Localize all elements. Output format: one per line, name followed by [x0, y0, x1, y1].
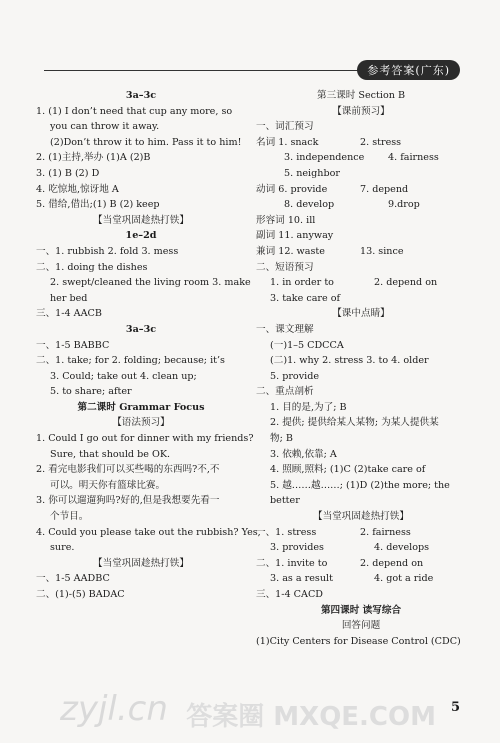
right-col-line-b: 4. fairness [388, 152, 439, 164]
right-col-line-a: 名词 1. snack [256, 136, 319, 148]
right-col-line: 4. 照顾,照料; (1)C (2)take care of [270, 464, 426, 476]
left-col-line: 二、1. take; for 2. folding; because; it’s [36, 355, 225, 367]
left-col-line: 三、1-4 AACB [36, 308, 102, 320]
right-col-line: 形容词 10. ill [256, 214, 316, 226]
left-col-line: 可以。明天你有篮球比赛。 [50, 479, 166, 491]
left-col-line: 二、1. doing the dishes [36, 261, 148, 273]
watermark-right: 答案圈 MXQE.COM [186, 702, 436, 732]
left-col-line: Sure, that should be OK. [50, 448, 171, 460]
left-col-line: sure. [50, 542, 75, 554]
right-col-line-a: 二、1. invite to [256, 557, 328, 569]
right-col-line-b: 13. since [360, 245, 404, 257]
left-col-line: 一、1-5 BABBC [36, 339, 110, 351]
left-col-line: 3. 你可以遛遛狗吗?好的,但是我想要先看一 [36, 495, 220, 507]
right-col-line: 一、课文理解 [256, 323, 314, 335]
right-col-line: 二、短语预习 [256, 261, 314, 273]
left-col-line: 2. (1)主持,举办 (1)A (2)B [36, 152, 151, 164]
left-col-line: 5. 借给,借出;(1) B (2) keep [36, 199, 160, 211]
right-col-line [256, 525, 466, 541]
left-col-line: (2)Don’t throw it to him. Pass it to him! [50, 136, 242, 148]
right-col-line-a: 一、1. stress [256, 526, 317, 538]
left-col-line: 3. (1) B (2) D [36, 167, 100, 179]
right-col-line: 【当堂巩固趁热打铁】 [313, 511, 409, 523]
right-col-line: 5. 越……越……; (1)D (2)the more; the [270, 479, 450, 491]
right-col-line: 一、词汇预习 [256, 121, 314, 133]
right-col-line: 副词 11. anyway [256, 230, 334, 242]
right-col-line-a: 1. in order to [270, 277, 334, 289]
right-col-line: 3. take care of [270, 292, 341, 304]
left-col-line: 3a–3c [125, 323, 157, 335]
right-col-line: 5. neighbor [284, 167, 340, 179]
left-col-line: 一、1. rubbish 2. fold 3. mess [36, 245, 179, 257]
right-col-line: 第三课时 Section B [316, 90, 406, 101]
right-col-line-b: 4. got a ride [374, 573, 434, 585]
right-col-line [256, 244, 466, 260]
left-col-line: 二、(1)-(5) BADAC [36, 589, 125, 600]
right-col-line-b: 2. fairness [360, 526, 411, 538]
right-col-line-b: 4. develops [374, 542, 430, 554]
left-col-line: 1. (1) I don’t need that cup any more, so [36, 105, 233, 117]
left-col-line: 2. swept/cleaned the living room 3. make [50, 277, 251, 289]
right-col-line: (二)1. why 2. stress 3. to 4. older [270, 355, 429, 367]
right-col-line [256, 135, 466, 151]
left-col-line: 3. Could; take out 4. clean up; [50, 370, 197, 382]
right-column [256, 88, 466, 649]
left-col-line: 1. Could I go out for dinner with my friends? [36, 433, 254, 445]
left-col-line: you can throw it away. [50, 121, 160, 133]
right-col-line-a: 3. provides [270, 542, 324, 554]
page-number: 5 [450, 700, 460, 715]
right-col-line-b: 9.drop [388, 199, 420, 211]
right-col-line: 回答问题 [341, 620, 381, 632]
right-col-line: 1. 目的是,为了; B [270, 401, 347, 413]
right-col-line-b: 7. depend [360, 183, 409, 195]
left-col-line: 个节目。 [50, 511, 89, 523]
right-col-line: 5. provide [270, 370, 320, 382]
left-column [36, 88, 261, 603]
right-col-line-b: 2. stress [360, 136, 402, 148]
left-col-line: 第二课时 Grammar Focus [77, 401, 205, 413]
left-col-line: 【当堂巩固趁热打铁】 [93, 557, 189, 569]
right-col-line: 三、1-4 CACD [256, 589, 323, 600]
right-col-line [256, 275, 466, 291]
watermark-left: zyjl.cn [60, 689, 168, 729]
left-col-line: 2. 看完电影我们可以买些喝的东西吗?不,不 [36, 464, 220, 476]
left-col-line: 4. 吃惊地,惊讶地 A [36, 183, 119, 195]
right-col-line-a: 动词 6. provide [256, 183, 328, 195]
right-col-line: 物; B [270, 433, 293, 445]
left-col-line: 4. Could you please take out the rubbish? Yes, [36, 526, 261, 538]
left-col-line: 1e–2d [125, 230, 157, 242]
right-col-line-a: 3. as a result [270, 573, 333, 585]
right-col-line [256, 197, 466, 213]
right-col-line: (1)City Centers for Disease Control (CDC) [256, 635, 461, 647]
left-col-line: 【当堂巩固趁热打铁】 [93, 214, 189, 226]
left-col-line: 一、1-5 AADBC [36, 573, 110, 585]
right-col-line: 3. 依赖,依靠; A [270, 448, 337, 460]
header-answer-tab: 参考答案(广东) [357, 60, 460, 80]
right-col-line-b: 2. depend on [374, 277, 438, 289]
right-col-line: 二、重点剖析 [256, 386, 314, 398]
right-col-line-a: 3. independence [284, 152, 365, 164]
right-col-line: 第四课时 读写综合 [320, 604, 402, 616]
left-col-line: 【语法预习】 [112, 417, 170, 429]
left-col-line: 3a–3c [125, 90, 157, 101]
left-col-line: 5. to share; after [50, 386, 132, 398]
right-col-line [256, 571, 466, 587]
right-col-line-a: 兼词 12. waste [256, 245, 325, 257]
right-col-line: better [270, 495, 300, 507]
right-col-line [256, 150, 466, 166]
right-col-line: 2. 提供; 提供给某人某物; 为某人提供某 [270, 417, 439, 429]
right-col-line [256, 556, 466, 572]
right-col-line: 【课中点睛】 [332, 308, 390, 320]
left-col-line: her bed [50, 292, 88, 304]
right-col-line: (一)1–5 CDCCA [270, 339, 344, 351]
right-col-line-a: 8. develop [284, 199, 335, 211]
right-col-line-b: 2. depend on [360, 557, 424, 569]
right-col-line [256, 182, 466, 198]
right-col-line: 【课前预习】 [332, 105, 390, 117]
right-col-line [256, 540, 466, 556]
